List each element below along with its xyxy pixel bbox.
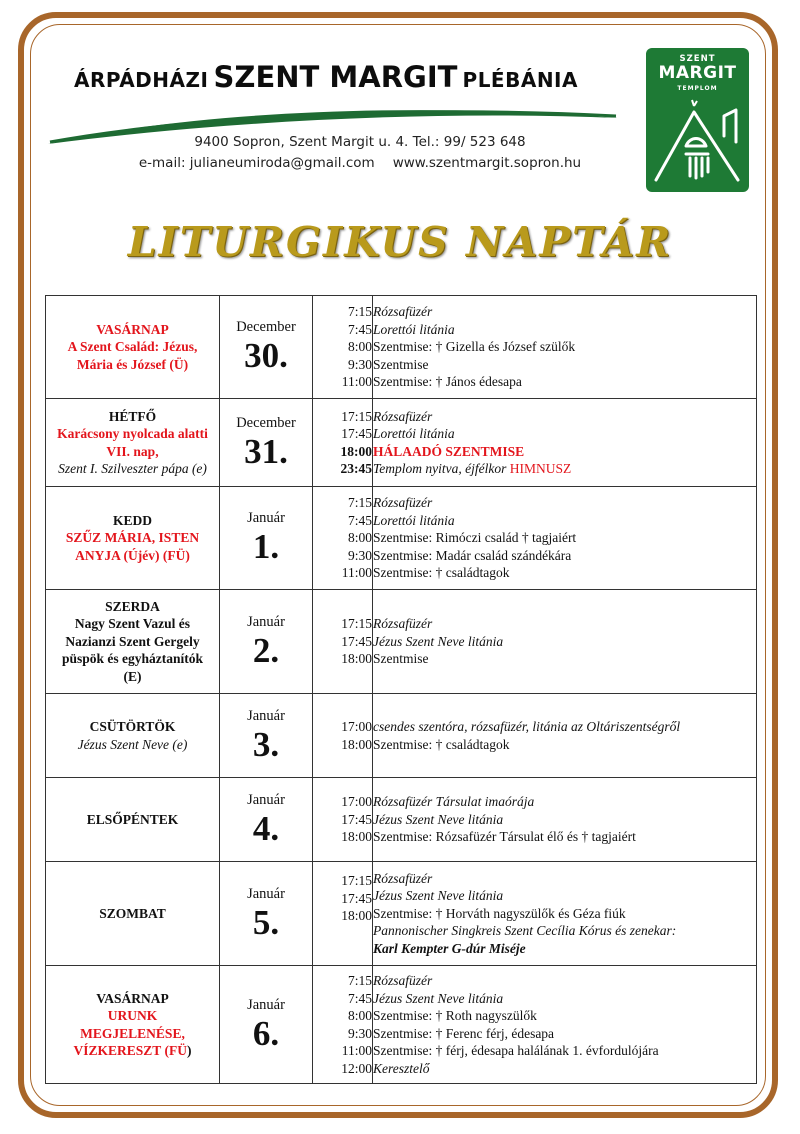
day-name: VASÁRNAP <box>96 321 169 337</box>
events-cell <box>373 862 757 966</box>
time-value: 18:00 <box>341 908 372 923</box>
time-value: 17:15 <box>341 408 372 424</box>
feast-rank: (E) <box>123 668 142 684</box>
day-number: 31. <box>244 431 288 471</box>
month-label: December <box>236 319 296 335</box>
month-label: December <box>236 414 296 431</box>
event-text: Karl Kempter G-dúr Miséje <box>373 940 526 956</box>
event-text: Szentmise: † családtagok <box>373 565 510 581</box>
time-value: 9:30 <box>347 1025 372 1041</box>
event-text: Rózsafüzér <box>373 304 433 320</box>
event-text: Jézus Szent Neve litánia <box>373 811 504 827</box>
event-text: Szentmise: Rózsafüzér Társulat élő és † tagjaiért <box>373 829 636 845</box>
event-text: Lorettói litánia <box>373 426 455 441</box>
event-text: Jézus Szent Neve litánia <box>373 888 504 904</box>
day-number: 1. <box>252 527 280 566</box>
feast-name: A Szent Család: Jézus, <box>67 339 198 355</box>
time-value: 12:00 <box>341 1060 372 1076</box>
feast-name: MEGJELENÉSE, <box>80 1025 185 1041</box>
time-value: 23:45 <box>340 461 372 476</box>
time-value: 7:15 <box>347 495 372 511</box>
contact-info <box>100 132 620 174</box>
date-cell <box>220 862 313 966</box>
event-text: Szentmise <box>373 356 429 372</box>
time-value: 17:00 <box>341 719 372 734</box>
time-value: 17:15 <box>341 616 372 632</box>
day-cell <box>46 590 220 694</box>
date-cell <box>220 778 313 862</box>
time-value: 7:15 <box>347 304 372 320</box>
event-text: Szentmise: Madár család szándékára <box>373 547 572 563</box>
day-name: CSÜTÖRTÖK <box>89 719 176 734</box>
table-row <box>46 862 757 966</box>
event-text: Rózsafüzér Társulat imaórája <box>373 794 535 810</box>
time-value: 17:45 <box>341 890 372 906</box>
times-cell <box>313 862 373 966</box>
feast-name: VII. nap, <box>106 443 159 459</box>
event-text: Keresztelő <box>373 1060 430 1076</box>
time-value: 18:00 <box>341 829 372 845</box>
page-title: LITURGIKUS NAPTÁR <box>127 218 673 266</box>
time-value: 17:45 <box>341 633 372 649</box>
date-cell <box>220 966 313 1084</box>
times-cell <box>313 778 373 862</box>
events-cell <box>373 296 757 399</box>
website-url: www.szentmargit.sopron.hu <box>392 155 582 171</box>
times-cell <box>313 296 373 399</box>
day-name: VASÁRNAP <box>96 990 169 1006</box>
month-label: Január <box>247 996 285 1013</box>
table-row <box>46 590 757 694</box>
parish-name-prefix: ÁRPÁDHÁZI <box>74 68 209 92</box>
day-number: 30. <box>244 336 288 375</box>
time-value: 7:15 <box>347 973 372 988</box>
day-cell <box>46 487 220 590</box>
feast-name: URUNK <box>107 1008 158 1023</box>
event-text: HIMNUSZ <box>509 461 572 476</box>
parish-name-main: SZENT MARGIT <box>213 60 458 94</box>
table-row <box>46 966 757 1084</box>
table-row <box>46 778 757 862</box>
time-value: 17:45 <box>341 426 372 441</box>
day-name: SZERDA <box>105 598 160 614</box>
day-name: SZOMBAT <box>99 905 166 921</box>
event-text: Rózsafüzér <box>373 973 433 988</box>
event-text: Lorettói litánia <box>373 512 455 528</box>
time-value: 17:00 <box>341 794 372 810</box>
time-value: 7:45 <box>347 321 372 337</box>
parish-logo <box>646 48 749 192</box>
parish-name-suffix: PLÉBÁNIA <box>462 68 578 92</box>
feast-name: Karácsony nyolcada alatti <box>57 426 208 441</box>
feast-rank: FÜ <box>168 1043 187 1058</box>
time-value: 9:30 <box>347 356 372 372</box>
time-value: 17:45 <box>341 811 372 827</box>
event-text: Lorettói litánia <box>373 321 455 337</box>
feast-name: VÍZKERESZT ( <box>73 1043 169 1058</box>
times-cell <box>313 966 373 1084</box>
day-cell <box>46 296 220 399</box>
time-value: 9:30 <box>347 547 372 563</box>
day-number: 6. <box>252 1013 280 1053</box>
day-number: 3. <box>252 724 280 764</box>
event-text: Rózsafüzér <box>373 408 433 424</box>
date-cell <box>220 399 313 487</box>
event-text: Szentmise: † Gizella és József szülők <box>373 339 576 355</box>
church-icon <box>646 92 749 192</box>
day-number: 2. <box>252 630 280 670</box>
events-cell <box>373 590 757 694</box>
day-cell <box>46 399 220 487</box>
events-cell <box>373 778 757 862</box>
feast-rank-paren: ) <box>186 1043 192 1058</box>
month-label: Január <box>247 791 285 808</box>
table-row <box>46 694 757 778</box>
logo-text-templom: TEMPLOM <box>677 85 718 92</box>
day-number: 4. <box>252 808 280 848</box>
event-text: Szentmise: † Horváth nagyszülők és Géza fiúk <box>373 905 626 921</box>
feast-name: Mária és József (Ü) <box>76 356 189 372</box>
events-cell <box>373 694 757 778</box>
time-value: 11:00 <box>341 565 372 581</box>
day-cell <box>46 778 220 862</box>
event-text: Szentmise: † János édesapa <box>373 374 522 390</box>
time-value: 18:00 <box>341 651 372 667</box>
time-value: 17:15 <box>341 873 372 888</box>
times-cell <box>313 399 373 487</box>
date-cell <box>220 694 313 778</box>
event-text: Templom nyitva, éjfélkor <box>373 461 507 476</box>
feast-name: püspök és egyháztanítók <box>61 651 204 667</box>
month-label: Január <box>247 510 285 526</box>
month-label: Január <box>247 613 285 630</box>
time-value: 11:00 <box>341 1043 372 1058</box>
time-value: 18:00 <box>340 443 372 459</box>
time-value: 18:00 <box>341 736 372 752</box>
month-label: Január <box>247 707 285 724</box>
event-text: HÁLAADÓ SZENTMISE <box>373 443 525 459</box>
logo-text-szent: SZENT <box>679 54 716 64</box>
events-cell <box>373 966 757 1084</box>
time-value: 7:45 <box>347 512 372 528</box>
event-text: Szentmise: † férj, édesapa halálának 1. évfordulójára <box>373 1043 659 1058</box>
table-row <box>46 487 757 590</box>
parish-name <box>74 60 614 94</box>
liturgical-calendar-table <box>45 295 757 1084</box>
email-address: e-mail: julianeumiroda@gmail.com <box>138 155 375 171</box>
events-cell <box>373 487 757 590</box>
day-cell <box>46 966 220 1084</box>
time-value: 11:00 <box>341 374 372 390</box>
times-cell <box>313 487 373 590</box>
time-value: 8:00 <box>347 1008 372 1023</box>
event-text: Szentmise: Rimóczi család † tagjaiért <box>373 530 577 546</box>
feast-name: SZŰZ MÁRIA, ISTEN <box>65 530 200 546</box>
event-text: Jézus Szent Neve litánia <box>373 990 504 1006</box>
feast-name: Szent I. Szilveszter pápa (e) <box>58 461 207 476</box>
event-text: Szentmise: † családtagok <box>373 736 510 752</box>
day-name: HÉTFŐ <box>108 408 157 424</box>
feast-name: Nagy Szent Vazul és <box>74 616 191 632</box>
event-text: Jézus Szent Neve litánia <box>373 633 504 649</box>
event-text: Pannonischer Singkreis Szent Cecília Kórus és zenekar: <box>373 923 677 939</box>
times-cell <box>313 590 373 694</box>
day-name: KEDD <box>112 512 152 528</box>
date-cell <box>220 487 313 590</box>
feast-name: ANYJA (Újév) (FÜ) <box>75 547 190 563</box>
time-value: 8:00 <box>347 339 372 355</box>
day-number: 5. <box>252 902 280 942</box>
time-value: 8:00 <box>347 530 372 546</box>
events-cell <box>373 399 757 487</box>
event-text: csendes szentóra, rózsafüzér, litánia az Oltáriszentségről <box>373 719 681 734</box>
event-text: Rózsafüzér <box>373 870 433 886</box>
feast-name: Nazianzi Szent Gergely <box>65 633 200 649</box>
day-cell <box>46 862 220 966</box>
postal-address: 9400 Sopron, Szent Margit u. 4. Tel.: 99/ 523 648 <box>194 134 526 150</box>
event-text: Rózsafüzér <box>373 616 433 632</box>
event-text: Rózsafüzér <box>373 495 433 511</box>
day-name: ELSŐPÉNTEK <box>86 811 179 827</box>
logo-text-margit: MARGIT <box>658 63 737 83</box>
date-cell <box>220 590 313 694</box>
month-label: Január <box>247 885 285 902</box>
date-cell <box>220 296 313 399</box>
event-text: Szentmise <box>373 651 429 667</box>
times-cell <box>313 694 373 778</box>
table-row <box>46 399 757 487</box>
table-row <box>46 296 757 399</box>
day-cell <box>46 694 220 778</box>
event-text: Szentmise: † Ferenc férj, édesapa <box>373 1025 555 1041</box>
event-text: Szentmise: † Roth nagyszülők <box>373 1008 537 1023</box>
feast-name: Jézus Szent Neve (e) <box>77 736 188 752</box>
time-value: 7:45 <box>347 990 372 1006</box>
